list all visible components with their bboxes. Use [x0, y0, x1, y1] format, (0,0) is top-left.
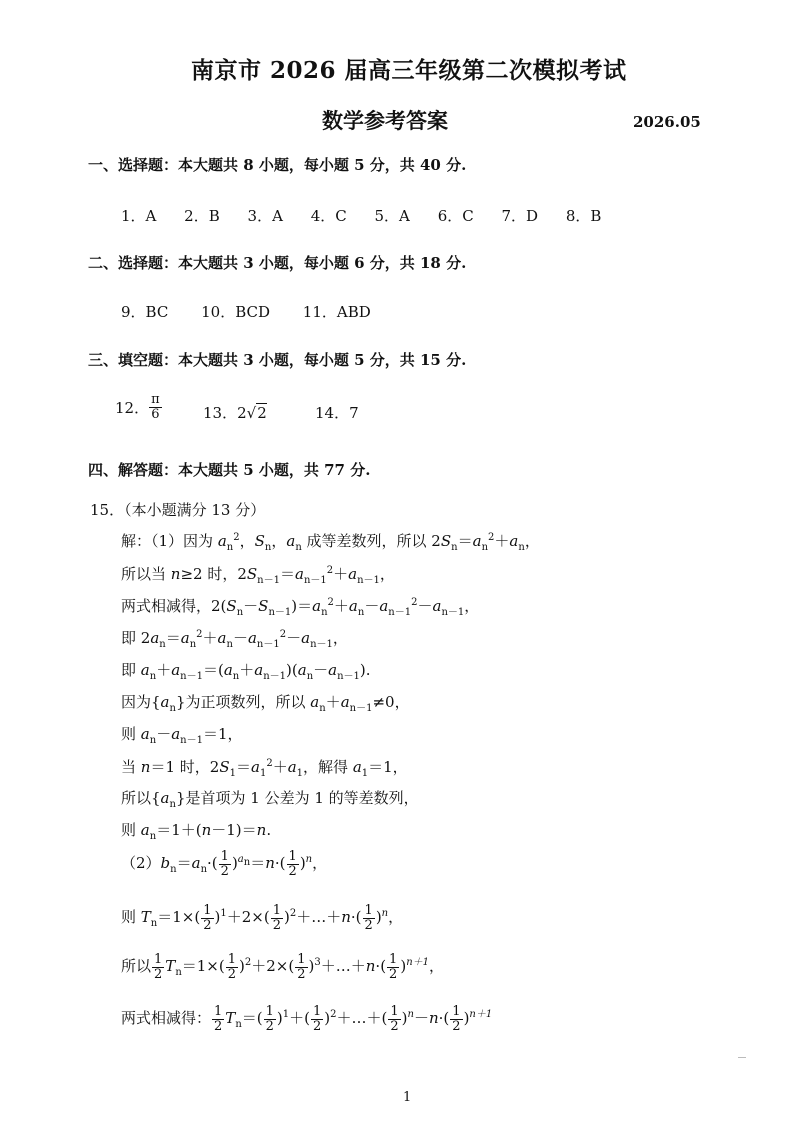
fraction-half: $\frac{1}{2}$ — [220, 849, 229, 879]
answer-14: 14．7 — [315, 404, 359, 422]
page-title: 南京市 2026 届高三年级第二次模拟考试 — [191, 57, 627, 84]
exam-date: 2026.05 — [633, 113, 701, 131]
fraction-half: $\frac{1}{2}$ — [452, 1004, 461, 1034]
solution-line-1: 解：（1）因为 $a_n^2$，$S_n$，$a_n$ 成等差数列，所以 $2S_n=a_n^2+a_n$， — [121, 532, 540, 553]
answer-1: 1．A — [121, 207, 157, 225]
section-2-heading: 二、选择题：本大题共 3 小题，每小题 6 分，共 18 分. — [88, 254, 467, 272]
solution-line-14: 两式相减得： $\frac{1}{2}$ $T_n=$( $\frac{1}{2}$ )$^1$＋( $\frac{1}{2}$ )$^2$＋…＋( $\frac{1}{2}$ )$^n$－n·( $\frac{1}{2}$ )$^{n+1}$ — [121, 1004, 493, 1034]
fraction-half: $\frac{1}{2}$ — [313, 1004, 322, 1034]
fraction-half: $\frac{1}{2}$ — [364, 903, 373, 933]
section-1-heading: 一、选择题：本大题共 8 小题，每小题 5 分，共 40 分. — [88, 156, 467, 174]
fraction-half: $\frac{1}{2}$ — [227, 952, 237, 982]
fraction-half: $\frac{1}{2}$ — [390, 1004, 399, 1034]
fraction-half: $\frac{1}{2}$ — [297, 952, 306, 982]
answer-4: 4．C — [310, 207, 347, 225]
answer-7: 7．D — [501, 207, 539, 225]
fraction-half: $\frac{1}{2}$ — [265, 1004, 274, 1034]
section-3-heading: 三、填空题：本大题共 3 小题，每小题 5 分，共 15 分. — [88, 351, 467, 369]
answer-5: 5．A — [374, 207, 410, 225]
solution-line-5: 即 $a_n+a_{n-1}=(a_n+a_{n-1})(a_n-a_{n-1})$. — [121, 661, 371, 682]
solution-line-9: 所以$\{a_n\}$是首项为 1 公差为 1 的等差数列， — [121, 789, 419, 810]
answer-12: 12． $\frac{\pi}{6}$ — [115, 393, 185, 421]
answer-13: 13．2√2 — [203, 404, 267, 422]
section-4-heading: 四、解答题：本大题共 5 小题，共 77 分. — [88, 461, 371, 479]
scan-mark — [738, 1057, 746, 1058]
fraction-half: $\frac{1}{2}$ — [272, 903, 281, 933]
page-subtitle: 数学参考答案 — [322, 108, 448, 133]
solution-line-8: 当 n＝1 时，$2S_1=a_1^2+a_1$，解得 $a_1=1$， — [121, 758, 408, 779]
solution-line-12: 则 $T_n=1\times$( $\frac{1}{2}$ )$^1$＋2×( $\frac{1}{2}$ )$^2$＋…＋n·( $\frac{1}{2}$ )$^n$， — [121, 903, 404, 933]
answer-8: 8．B — [565, 207, 602, 225]
answer-9: 9．BC — [121, 303, 169, 321]
solution-line-4: 即 $2a_n=a_n^2+a_n-a_{n-1}^2-a_{n-1}$， — [121, 629, 348, 650]
fraction-pi-over-6: $\frac{\pi}{6}$ — [151, 392, 160, 422]
section-2-answers — [121, 301, 394, 322]
answer-11: 11．ABD — [302, 303, 371, 321]
fraction-half: $\frac{1}{2}$ — [154, 952, 163, 982]
solution-line-11: $(2)b_n=a_n\cdot$( $\frac{1}{2}$ )$^{a_n}$＝n·( $\frac{1}{2}$ )$^n$， — [121, 849, 328, 879]
solution-line-2: 所以当 n≥2 时，$2S_{n-1}=a_{n-1}^2+a_{n-1}$， — [121, 565, 395, 586]
fraction-half: $\frac{1}{2}$ — [389, 952, 398, 982]
page-number: 1 — [403, 1090, 412, 1105]
fraction-half: $\frac{1}{2}$ — [214, 1004, 223, 1034]
question-15-header: 15．（本小题满分 13 分） — [90, 501, 266, 519]
solution-line-6: 因为$\{a_n\}$为正项数列，所以 $a_n+a_{n-1}\ne 0$， — [121, 693, 410, 714]
fraction-half: $\frac{1}{2}$ — [203, 903, 212, 933]
answer-10: 10．BCD — [201, 303, 271, 321]
answer-3: 3．A — [247, 207, 283, 225]
solution-line-7: 则 $a_n-a_{n-1}=1$， — [121, 725, 243, 746]
section-1-answers — [121, 205, 624, 226]
solution-line-13: 所以 $\frac{1}{2}$ $T_n=1\times$( $\frac{1}{2}$ )$^2$＋2×( $\frac{1}{2}$ )$^3$＋…＋n·( $\frac{1}{2}$ )$^{n+1}$， — [121, 952, 445, 982]
answer-2: 2．B — [184, 207, 220, 225]
solution-line-3: 两式相减得，$2(S_n-S_{n-1})=a_n^2+a_n-a_{n-1}^2-a_{n-1}$， — [121, 597, 480, 618]
answer-6: 6．C — [437, 207, 474, 225]
fraction-half: $\frac{1}{2}$ — [288, 849, 297, 879]
solution-line-10: 则 $a_n=1+(n-1)=n$. — [121, 821, 272, 842]
